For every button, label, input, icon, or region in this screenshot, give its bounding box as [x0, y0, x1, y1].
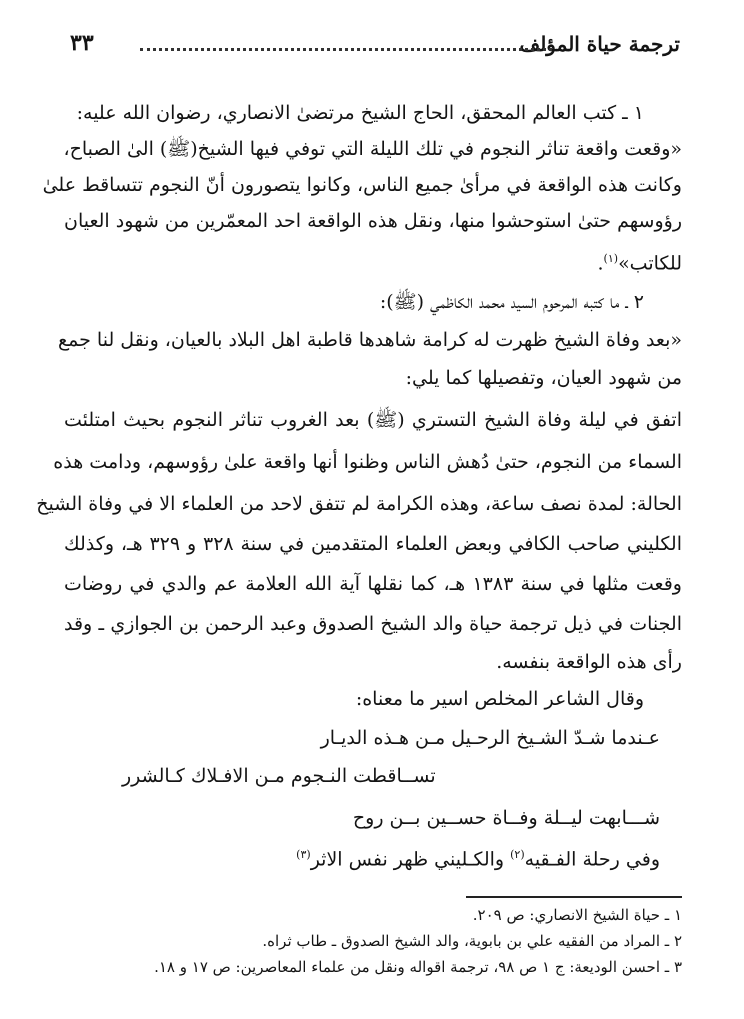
text-line: وكانت هذه الواقعة في مرأىٰ جميع الناس، وكانوا يتصورون أنّ النجوم تتساقط علىٰ — [42, 174, 682, 196]
text-line: الحالة: لمدة نصف ساعة، وهذه الكرامة لم تتفق لاحد من العلماء الا في وفاة الشيخ — [36, 493, 682, 515]
text-line: اتفق في ليلة وفاة الشيخ التستري (ﷺ) بعد الغروب تناثر النجوم بحيث امتلئت — [64, 409, 682, 431]
footnote-ref: (١) — [603, 252, 619, 265]
verse-line: عـندما شـدّ الشـيخ الرحـيل مـن هـذه الديـار — [320, 727, 660, 749]
chapter-title: ترجمة حياة المؤلف — [519, 32, 680, 56]
text-line: رأى هذه الواقعة بنفسه. — [496, 651, 682, 673]
text-line: «وقعت واقعة تناثر النجوم في تلك الليلة التي توفي فيها الشيخ(ﷺ) الىٰ الصباح، — [63, 138, 682, 160]
text-fragment: للكاتب» — [618, 252, 682, 275]
text-line: وقعت مثلها في سنة ١٣٨٣ هـ، كما نقلها آية الله العلامة عم والدي في روضات — [64, 573, 682, 595]
footnote: ٢ ـ المراد من الفقيه علي بن بابوية، والد الشيخ الصدوق ـ طاب ثراه. — [262, 932, 682, 950]
text-line: الكليني صاحب الكافي وبعض العلماء المتقدمين في سنة ٣٢٨ و ٣٢٩ هـ، وكذلك — [64, 533, 682, 555]
text-line: «بعد وفاة الشيخ ظهرت له كرامة شاهدها قاطبة اهل البلاد بالعيان، ونقل لنا جمع — [58, 329, 682, 351]
verse-line: شـــابهت ليــلة وفــاة حســين بــن روح — [352, 807, 660, 829]
poet-intro: وقال الشاعر المخلص اسير ما معناه: — [355, 688, 644, 710]
text-line: رؤوسهم حتىٰ استوحشوا منها، ونقل هذه الواقعة احد المعمّرين من شهود العيان — [64, 210, 682, 232]
footnote-ref: (٣) — [296, 848, 311, 861]
item1-heading: ١ ـ كتب العالم المحقق، الحاج الشيخ مرتضىٰ الانصاري، رضوان الله عليه: — [76, 102, 644, 124]
text-line: السماء من النجوم، حتىٰ دُهش الناس وظنوا أنها واقعة علىٰ رؤوسهم، ودامت هذه — [53, 451, 682, 473]
text-line: من شهود العيان، وتفصيلها كما يلي: — [405, 367, 682, 389]
text-fragment: والكـليني ظهر نفس الاثر — [310, 848, 511, 871]
text-line: الجنات في ذيل ترجمة حياة والد الشيخ الصدوق وعبد الرحمن بن الجوازي ـ وقد — [64, 613, 682, 635]
text-fragment: وفي رحلة الفـقيه — [524, 848, 660, 871]
footnote-divider — [466, 896, 682, 898]
text-line — [598, 244, 683, 278]
verse-line: تســاقطت النـجوم مـن الافـلاك كـالشرر — [122, 765, 436, 787]
item2-heading: ٢ ـ ما كتبه المرحوم السيد محمد الكاظمي (ﷺ): — [379, 291, 644, 313]
footnote-ref: (٢) — [510, 848, 525, 861]
footnote: ١ ـ حياة الشيخ الانصاري: ص ٢٠٩. — [472, 906, 682, 924]
dotted-leader — [140, 48, 552, 51]
verse-line — [296, 840, 660, 874]
running-header — [70, 30, 680, 66]
page-number: ٣٣ — [70, 30, 94, 56]
text-fragment: . — [597, 252, 604, 275]
footnote: ٣ ـ احسن الوديعة: ج ١ ص ٩٨، ترجمة اقواله ونقل من علماء المعاصرين: ص ١٧ و ١٨. — [154, 958, 682, 976]
